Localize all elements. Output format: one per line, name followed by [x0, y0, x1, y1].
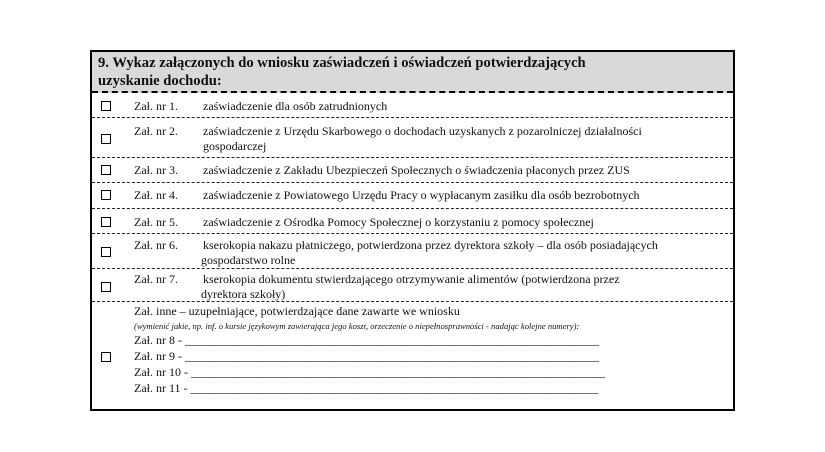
attachment-row-7 — [92, 269, 733, 302]
attachment-4-checkbox[interactable] — [101, 190, 111, 200]
attachment-5-checkbox[interactable] — [101, 217, 111, 227]
section-header — [92, 52, 733, 93]
attachment-row-2 — [92, 118, 733, 158]
other-attachments-checkbox[interactable] — [101, 352, 111, 362]
attachment-7-checkbox[interactable] — [101, 282, 111, 292]
attachment-row-6 — [92, 234, 733, 269]
other-attachments — [92, 302, 733, 409]
attachment-2-checkbox[interactable] — [101, 134, 111, 144]
attachment-3-description: zaświadczenie z Zakładu Ubezpieczeń Społecznych o świadczenia płaconych przez ZUS — [203, 163, 630, 177]
attachment-2-description-cont: gospodarczej — [203, 139, 267, 153]
attachment-5-description: zaświadczenie z Ośrodka Pomocy Społecznej o korzystaniu z pomocy społecznej — [203, 215, 594, 229]
attachment-2-description: zaświadczenie z Urzędu Skarbowego o dochodach uzyskanych z pozarolniczej działalności — [203, 124, 642, 138]
attachment-1-checkbox[interactable] — [101, 101, 111, 111]
attachment-7-description-cont: dyrektora szkoły) — [201, 287, 286, 301]
attachment-1-number: Zał. nr 1. — [134, 99, 178, 113]
attachment-2-number: Zał. nr 2. — [134, 124, 178, 138]
other-attachment-9-field[interactable]: Zał. nr 9 - _____________________________________________________________________ — [134, 349, 599, 363]
section-title-line2: uzyskanie dochodu: — [98, 73, 222, 89]
attachment-5-number: Zał. nr 5. — [134, 215, 178, 229]
other-attachments-label: Zał. inne – uzupełniające, potwierdzające dane zawarte we wniosku — [134, 304, 460, 318]
attachment-6-number: Zał. nr 6. — [134, 238, 178, 252]
attachment-7-description: kserokopia dokumentu stwierdzającego otrzymywanie alimentów (potwierdzona przez — [203, 272, 620, 286]
attachment-6-description-cont: gospodarstwo rolne — [201, 253, 296, 267]
attachment-row-1 — [92, 93, 733, 118]
attachment-row-3 — [92, 158, 733, 183]
attachment-row-5 — [92, 209, 733, 234]
section-title-line1: 9. Wykaz załączonych do wniosku zaświadczeń i oświadczeń potwierdzających — [98, 55, 586, 71]
attachment-4-number: Zał. nr 4. — [134, 188, 178, 202]
attachment-3-number: Zał. nr 3. — [134, 163, 178, 177]
attachment-6-description: kserokopia nakazu płatniczego, potwierdzona przez dyrektora szkoły – dla osób posiadających — [203, 238, 658, 252]
other-attachment-10-field[interactable]: Zał. nr 10 - _____________________________________________________________________ — [134, 365, 605, 379]
other-attachments-hint: (wymienić jakie, np. inf. o kursie językowym zawierająca jego koszt, orzeczenie o niepełnosprawności - nadając kolejne numery): — [134, 321, 580, 331]
attachment-7-number: Zał. nr 7. — [134, 272, 178, 286]
attachment-4-description: zaświadczenie z Powiatowego Urzędu Pracy o wypłacanym zasiłku dla osób bezrobotnych — [203, 188, 640, 202]
attachment-3-checkbox[interactable] — [101, 165, 111, 175]
other-attachment-11-field[interactable]: Zał. nr 11 - ____________________________________________________________________ — [134, 381, 599, 395]
attachment-1-description: zaświadczenie dla osób zatrudnionych — [203, 99, 388, 113]
attachment-6-checkbox[interactable] — [101, 247, 111, 257]
other-attachment-8-field[interactable]: Zał. nr 8 - _____________________________________________________________________ — [134, 333, 599, 347]
attachments-section — [90, 50, 735, 411]
attachment-row-4 — [92, 183, 733, 209]
